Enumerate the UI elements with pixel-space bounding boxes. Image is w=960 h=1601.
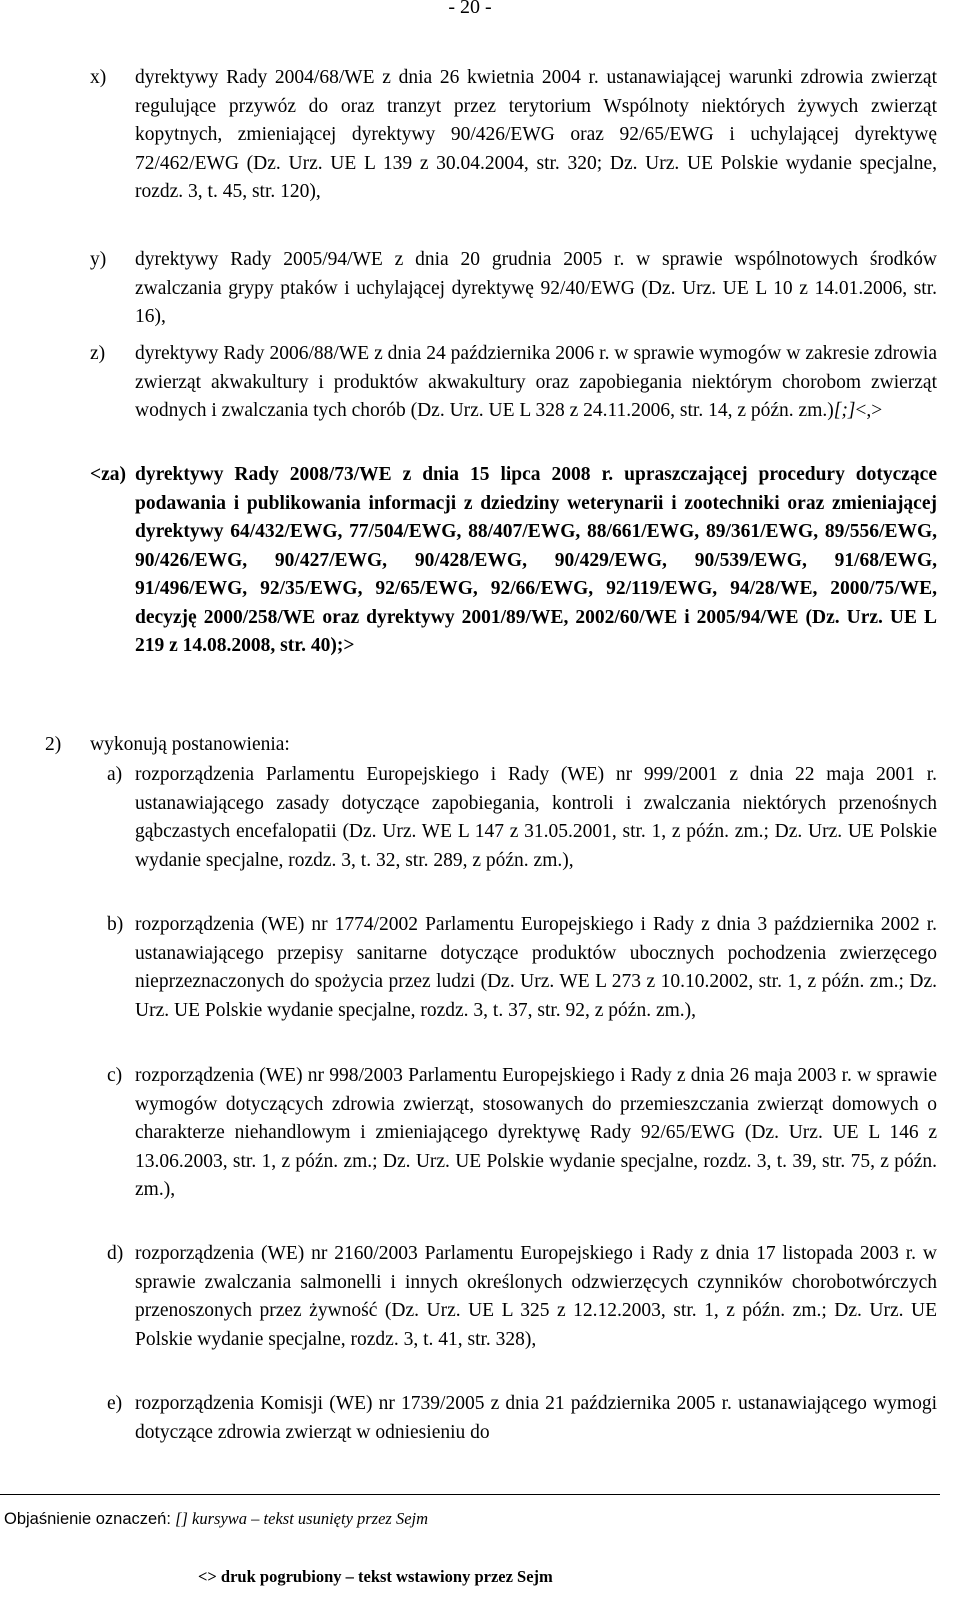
footer-divider [0,1494,940,1495]
point-text: wykonują postanowienia: [90,734,290,755]
legend-label: Objaśnienie oznaczeń: [4,1510,171,1528]
legend-inserted-text: <> druk pogrubiony – tekst wstawiony przez Sejm [198,1567,553,1586]
legend-removed-text: [] kursywa – tekst usunięty przez Sejm [175,1509,429,1528]
list-item-label: <za) [90,464,127,485]
list-item-text: rozporządzenia Komisji (WE) nr 1739/2005 z dnia 21 października 2005 r. ustanawiającego wymogi dotyczące zdrowia zwierząt w odniesieniu do [135,1393,937,1443]
list-item-text: dyrektywy Rady 2008/73/WE z dnia 15 lipca 2008 r. upraszczającej procedury dotyczące podawania i publikowania informacji z dziedziny weterynarii i zootechniki oraz zmieniającej dyrektywy 64/432/EWG, 77/504/EWG, 88/407/EWG, 88/661/EWG, 89/361/EWG, 89/556/EWG, 90/426/EWG, 90/427/EWG, 90/428/EWG, 90/429/EWG, 90/539/EWG, 91/68/EWG, 91/496/EWG, 92/35/EWG, 92/65/EWG, 92/66/EWG, 92/119/EWG, 94/28/WE, 2000/75/WE, decyzję 2000/258/WE oraz dyrektywy 2001/89/WE, 2002/60/WE i 2005/94/WE (Dz. Urz. UE L 219 z 14.08.2008, str. 40);> [135,464,937,656]
list-item-label: c) [107,1065,123,1086]
list-item-text: rozporządzenia (WE) nr 1774/2002 Parlamentu Europejskiego i Rady z dnia 3 października 2002 r. ustanawiającego przepisy sanitarne dotyczące produktów ubocznych pochodzenia zwierzęcego nieprzeznaczonych do spożycia przez ludzi (Dz. Urz. WE L 273 z 10.10.2002, str. 1, z późn. zm.; Dz. Urz. UE Polskie wydanie specjalne, rozdz. 3, t. 37, str. 92, z późn. zm.), [135,914,937,1021]
inserted-text-marker: <,> [855,400,883,421]
point-label: 2) [45,734,62,755]
list-item [107,1062,937,1205]
list-item-label: z) [90,343,106,364]
list-item-text: dyrektywy Rady 2006/88/WE z dnia 24 października 2006 r. w sprawie wymogów w zakresie zdrowia zwierząt akwakultury i produktów akwakultury oraz zapobiegania niektórym chorobom zwierząt wodnych i zwalczania tych chorób (Dz. Urz. UE L 328 z 24.11.2006, str. 14, z późn. zm.) [135,343,937,421]
list-item [107,1390,937,1447]
list-item [107,911,937,1025]
list-item-text: rozporządzenia (WE) nr 2160/2003 Parlamentu Europejskiego i Rady z dnia 17 listopada 2003 r. w sprawie zwalczania salmonelli i innych określonych odzwierzęcych czynników chorobotwórczych przenoszonych przez żywność (Dz. Urz. UE L 325 z 12.12.2003, str. 1, z późn. zm.; Dz. Urz. UE Polskie wydanie specjalne, rozdz. 3, t. 41, str. 328), [135,1243,937,1350]
list-item [90,64,937,207]
list-item-label: b) [107,914,124,935]
list-item [90,246,937,332]
page-number: - 20 - [448,0,492,18]
inserted-list-item [90,461,937,661]
list-item-label: d) [107,1243,124,1264]
list-item [107,761,937,875]
list-item-text: dyrektywy Rady 2004/68/WE z dnia 26 kwietnia 2004 r. ustanawiającej warunki zdrowia zwierząt regulujące przywóz do oraz tranzyt przez terytorium Wspólnoty niektórych żywych zwierząt kopytnych, zmieniającej dyrektywy 90/426/EWG oraz 92/65/EWG i uchylającej dyrektywę 72/462/EWG (Dz. Urz. UE L 139 z 30.04.2004, str. 320; Dz. Urz. UE Polskie wydanie specjalne, rozdz. 3, t. 45, str. 120), [135,67,937,202]
list-item-text: rozporządzenia Parlamentu Europejskiego i Rady (WE) nr 999/2001 z dnia 22 maja 2001 r. ustanawiającego zasady dotyczące zapobiegania, kontroli i zwalczania niektórych przenośnych gąbczastych encefalopatii (Dz. Urz. WE L 147 z 31.05.2001, str. 1, z późn. zm.; Dz. Urz. UE Polskie wydanie specjalne, rozdz. 3, t. 32, str. 289, z późn. zm.), [135,764,937,871]
removed-text-marker: [;] [833,400,856,421]
list-item [90,340,937,426]
list-item-text: dyrektywy Rady 2005/94/WE z dnia 20 grudnia 2005 r. w sprawie wspólnotowych środków zwalczania grypy ptaków i uchylającej dyrektywę 92/40/EWG (Dz. Urz. UE L 10 z 14.01.2006, str. 16), [135,249,937,327]
list-item-label: e) [107,1393,123,1414]
list-item-label: a) [107,764,123,785]
list-item-label: y) [90,249,107,270]
list-item [107,1240,937,1354]
list-item-text: rozporządzenia (WE) nr 998/2003 Parlamentu Europejskiego i Rady z dnia 26 maja 2003 r. w sprawie wymogów dotyczących zdrowia zwierząt, stosowanych do przemieszczania zwierząt domowych o charakterze niehandlowym i zmieniającego dyrektywę Rady 92/65/EWG (Dz. Urz. UE L 146 z 13.06.2003, str. 1, z późn. zm.; Dz. Urz. UE Polskie wydanie specjalne, rozdz. 3, t. 39, str. 75, z późn. zm.), [135,1065,937,1200]
point-2 [45,731,937,760]
legend-line-removed [4,1509,428,1529]
list-item-label: x) [90,67,107,88]
